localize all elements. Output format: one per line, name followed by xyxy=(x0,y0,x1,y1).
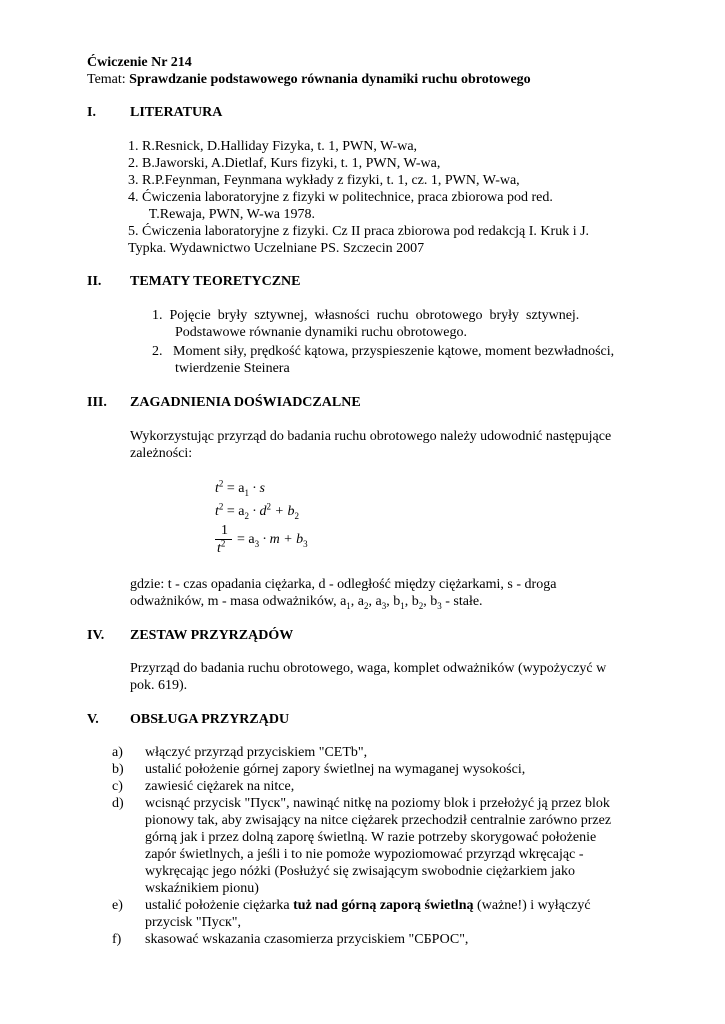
legend-text: - stałe. xyxy=(441,594,483,609)
step-text: skasować wskazania czasomierza przyciskiem "СБРОС", xyxy=(145,932,469,947)
eq-right-side xyxy=(237,531,308,548)
legend-subscript: 2 xyxy=(364,600,369,611)
literature-item: 2. B.Jaworski, A.Dietlaf, Kurs fizyki, t. 1, PWN, W-wa, xyxy=(128,156,441,171)
step-letter: e) xyxy=(112,898,123,913)
eq-subscript: 1 xyxy=(244,487,249,498)
section-title-zestaw: ZESTAW PRZYRZĄDÓW xyxy=(130,628,294,643)
eq-exponent: 2 xyxy=(220,538,226,549)
literature-item-continuation: T.Rewaja, PWN, W-wa 1978. xyxy=(128,207,316,222)
exercise-number: Ćwiczenie Nr 214 xyxy=(87,55,192,70)
eq-subscript: 3 xyxy=(254,538,260,549)
eq-denominator xyxy=(217,540,225,557)
legend-line: odważników, m - masa odważników, $a_1$, $a_2$, $a_3$, $b_1$, $b_2$, $b_3$ - stałe. xyxy=(130,594,483,611)
step-text-continuation: wykręcając jego nóżki (Posłużyć się zwisającym swobodnie ciężarkiem jako xyxy=(145,864,575,879)
eq-rhs: = a xyxy=(237,532,255,547)
step-letter: f) xyxy=(112,932,122,947)
experiment-intro: Wykorzystując przyrząd do badania ruchu obrotowego należy udowodnić następujące xyxy=(130,429,612,444)
step-text: wcisnąć przycisk "Пуск", nawinąć nitkę na poziomy blok i przełożyć ją przez blok xyxy=(145,796,610,811)
legend-line: gdzie: t - czas opadania ciężarka, d - odległość między ciężarkami, s - droga xyxy=(130,577,557,592)
topic-title: Sprawdzanie podstawowego równania dynamiki ruchu obrotowego xyxy=(129,72,531,87)
legend-subscript: 3 xyxy=(437,600,442,611)
eq-subscript: 3 xyxy=(303,538,308,549)
legend-subscript: 3 xyxy=(381,600,387,611)
step-text xyxy=(145,897,645,914)
eq-exponent: 2 xyxy=(218,501,224,512)
literature-item: 3. R.P.Feynman, Feynmana wykłady z fizyki, t. 1, cz. 1, PWN, W-wa, xyxy=(128,173,520,188)
step-text: zawiesić ciężarek na nitce, xyxy=(145,779,295,794)
eq-rhs: = a xyxy=(226,504,245,519)
topic-item: 2. Moment siły, prędkość kątowa, przyspieszenie kątowe, moment bezwładności, xyxy=(152,344,615,359)
topic-item-continuation: Podstawowe równanie dynamiki ruchu obrotowego. xyxy=(175,325,467,340)
legend-subscript: 1 xyxy=(346,600,351,611)
experiment-intro-continuation: zależności: xyxy=(130,446,193,461)
section-title-zagadnienia: ZAGADNIENIA DOŚWIADCZALNE xyxy=(130,395,361,410)
step-text: ustalić położenie górnej zapory świetlnej na wymaganej wysokości, xyxy=(145,762,526,777)
equation-1 xyxy=(215,480,265,497)
legend-subscript: 1 xyxy=(400,600,405,611)
section-title-tematy: TEMATY TEORETYCZNE xyxy=(130,274,301,289)
step-text-continuation: wskaźnikiem pionu) xyxy=(145,881,259,896)
step-text-continuation: górną jak i przez dolną zaporę świetlną. W razie potrzeby skorygować położenie xyxy=(145,830,597,845)
section-number-4: IV. xyxy=(87,628,105,643)
step-text-continuation: pionowy tak, aby zwisający na nitce ciężarek przechodził centralnie zarówno przez xyxy=(145,813,612,828)
step-letter: d) xyxy=(112,796,124,811)
eq-subscript: 2 xyxy=(294,510,299,521)
equipment-text: Przyrząd do badania ruchu obrotowego, waga, komplet odważników (wypożyczyć w xyxy=(130,661,607,676)
step-text-continuation: zapór świetlnych, a jeśli i to nie pomoże wypoziomować przyrząd wkręcając - xyxy=(145,847,584,862)
topic-prefix: Temat: xyxy=(87,72,130,87)
step-text-emphasis: tuż nad górną zaporą świetlną xyxy=(293,898,474,913)
topic-item: 1. Pojęcie bryły sztywnej, własności ruchu obrotowego bryły sztywnej. xyxy=(152,308,580,323)
section-number-1: I. xyxy=(87,105,96,120)
eq-tail: + b xyxy=(271,504,295,519)
section-number-2: II. xyxy=(87,274,102,289)
equipment-text-continuation: pok. 619). xyxy=(130,678,188,693)
legend-text: odważników, m - masa odważników, a xyxy=(130,594,347,609)
eq-exponent: 2 xyxy=(266,501,271,512)
eq-tail: · s xyxy=(249,481,265,496)
step-text-continuation: przycisk "Пуск", xyxy=(145,915,241,930)
literature-item: 1. R.Resnick, D.Halliday Fizyka, t. 1, PWN, W-wa, xyxy=(128,139,418,154)
exercise-topic xyxy=(87,71,531,88)
eq-symbol: t xyxy=(215,481,219,496)
literature-item-continuation: Typka. Wydawnictwo Uczelniane PS. Szczecin 2007 xyxy=(128,241,425,256)
legend-subscript: 2 xyxy=(418,600,424,611)
literature-item: 5. Ćwiczenia laboratoryjne z fizyki. Cz II praca zbiorowa pod redakcją I. Kruk i J. xyxy=(128,224,590,239)
equation-3 xyxy=(215,522,345,558)
eq-mid: · m + b xyxy=(259,532,304,547)
step-text-part: (ważne!) i wyłączyć xyxy=(473,898,591,913)
equation-2 xyxy=(215,503,299,520)
step-text: włączyć przyrząd przyciskiem "CETb", xyxy=(145,745,368,760)
section-number-3: III. xyxy=(87,395,107,410)
eq-symbol: t xyxy=(217,541,221,556)
section-title-literatura: LITERATURA xyxy=(130,105,223,120)
step-letter: c) xyxy=(112,779,123,794)
eq-exponent: 2 xyxy=(218,478,224,489)
step-text-part: ustalić położenie ciężarka xyxy=(145,898,294,913)
section-title-obsluga: OBSŁUGA PRZYRZĄDU xyxy=(130,712,290,727)
eq-subscript: 2 xyxy=(244,510,249,521)
eq-symbol: t xyxy=(215,504,219,519)
literature-item: 4. Ćwiczenia laboratoryjne z fizyki w politechnice, praca zbiorowa pod red. xyxy=(128,190,553,205)
eq-rhs: = a xyxy=(226,481,245,496)
step-letter: b) xyxy=(112,762,124,777)
topic-item-continuation: twierdzenie Steinera xyxy=(175,361,290,376)
eq-numerator: 1 xyxy=(221,523,228,538)
eq-mid: · d xyxy=(249,504,267,519)
section-number-5: V. xyxy=(87,712,99,727)
step-letter: a) xyxy=(112,745,123,760)
